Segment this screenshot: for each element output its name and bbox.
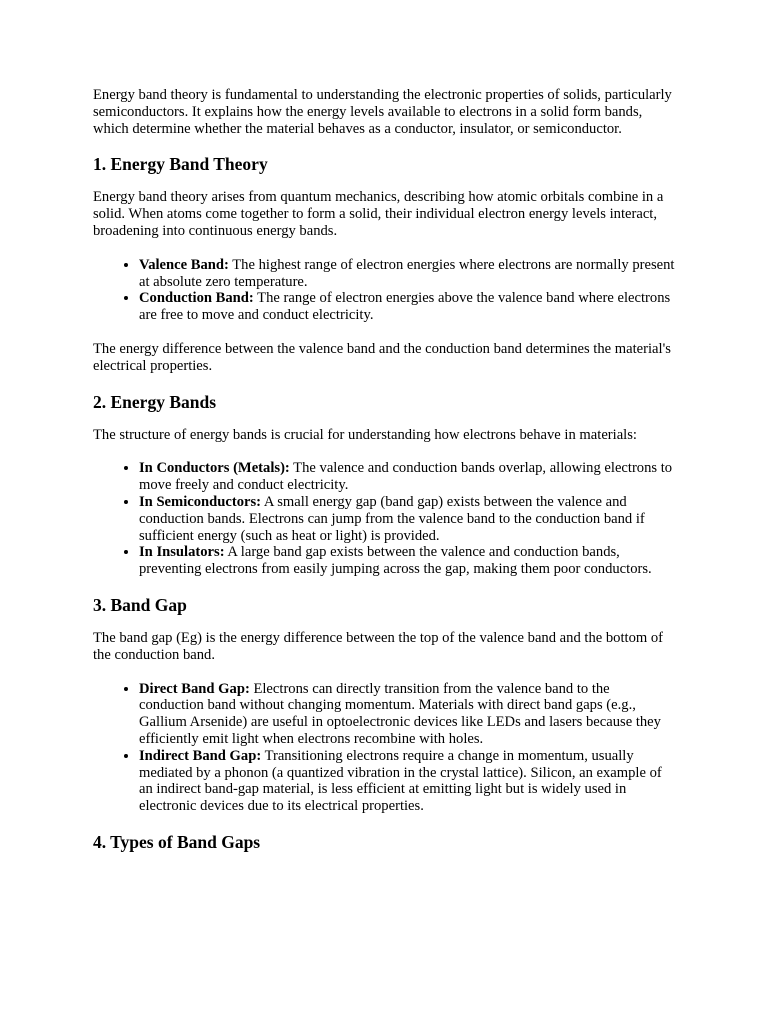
- list-item-text: A large band gap exists between the valence and conduction bands, preventing electrons from easily jumping across the gap, making them poor conductors.: [139, 544, 652, 578]
- list-item-indirect-band-gap: [139, 748, 676, 815]
- section-2-paragraph: The structure of energy bands is crucial for understanding how electrons behave in materials:: [93, 426, 637, 443]
- section-1-conclusion: The energy difference between the valence band and the conduction band determines the material's electrical properties.: [93, 340, 671, 374]
- list-item-text: Electrons can directly transition from the valence band to the conduction band without changing momentum. Materials with direct band gaps (e.g., Gallium Arsenide) are useful in optoelectronic devices like LEDs and lasers because they efficiently emit light when electrons recombine with holes.: [139, 680, 661, 747]
- section-heading-energy-bands: 2. Energy Bands: [93, 391, 217, 412]
- list-item-insulators: [139, 544, 676, 578]
- list-item-conductors: [139, 460, 676, 494]
- list-item-text: The valence and conduction bands overlap, allowing electrons to move freely and conduct electricity.: [139, 460, 673, 494]
- list-item-text: The range of electron energies above the valence band where electrons are free to move and conduct electricity.: [139, 290, 671, 324]
- list-item-term: In Insulators:: [139, 544, 225, 561]
- section-1-paragraph: Energy band theory arises from quantum mechanics, describing how atomic orbitals combine in a solid. When atoms come together to form a solid, their individual electron energy levels interact, broadening into continuous energy bands.: [93, 189, 664, 239]
- intro-paragraph: Energy band theory is fundamental to understanding the electronic properties of solids, particularly semiconductors. It explains how the energy levels available to electrons in a solid form bands, which determine whether the material behaves as a conductor, insulator, or semiconductor.: [93, 87, 672, 137]
- list-item-valence-band: [139, 257, 676, 291]
- list-item-direct-band-gap: [139, 681, 676, 748]
- list-item-term: Valence Band:: [139, 256, 229, 273]
- list-item-term: In Semiconductors:: [139, 493, 262, 510]
- section-3-paragraph: The band gap (Eg) is the energy difference between the top of the valence band and the bottom of the conduction band.: [93, 629, 664, 663]
- list-item-term: Indirect Band Gap:: [139, 747, 262, 764]
- list-item-semiconductors: [139, 494, 676, 544]
- section-3-list: [93, 681, 676, 815]
- list-item-text: A small energy gap (band gap) exists between the valence and conduction bands. Electrons can jump from the valence band to the conduction band if sufficient energy (such as heat or light) is provided.: [139, 493, 645, 544]
- list-item-conduction-band: [139, 290, 676, 324]
- section-heading-types-of-band-gaps: 4. Types of Band Gaps: [93, 831, 261, 852]
- list-item-term: Conduction Band:: [139, 290, 254, 307]
- section-1-list: [93, 257, 676, 324]
- section-heading-energy-band-theory: 1. Energy Band Theory: [93, 154, 268, 175]
- list-item-text: The highest range of electron energies where electrons are normally present at absolute zero temperature.: [139, 256, 675, 290]
- list-item-term: Direct Band Gap:: [139, 680, 250, 697]
- list-item-term: In Conductors (Metals):: [139, 460, 290, 477]
- section-2-list: [93, 460, 676, 578]
- list-item-text: Transitioning electrons require a change in momentum, usually mediated by a phonon (a quantized vibration in the crystal lattice). Silicon, an example of an indirect band-gap material, is less efficient at emitting light but is widely used in electronic devices due to its electrical properties.: [139, 747, 662, 815]
- section-heading-band-gap: 3. Band Gap: [93, 594, 187, 615]
